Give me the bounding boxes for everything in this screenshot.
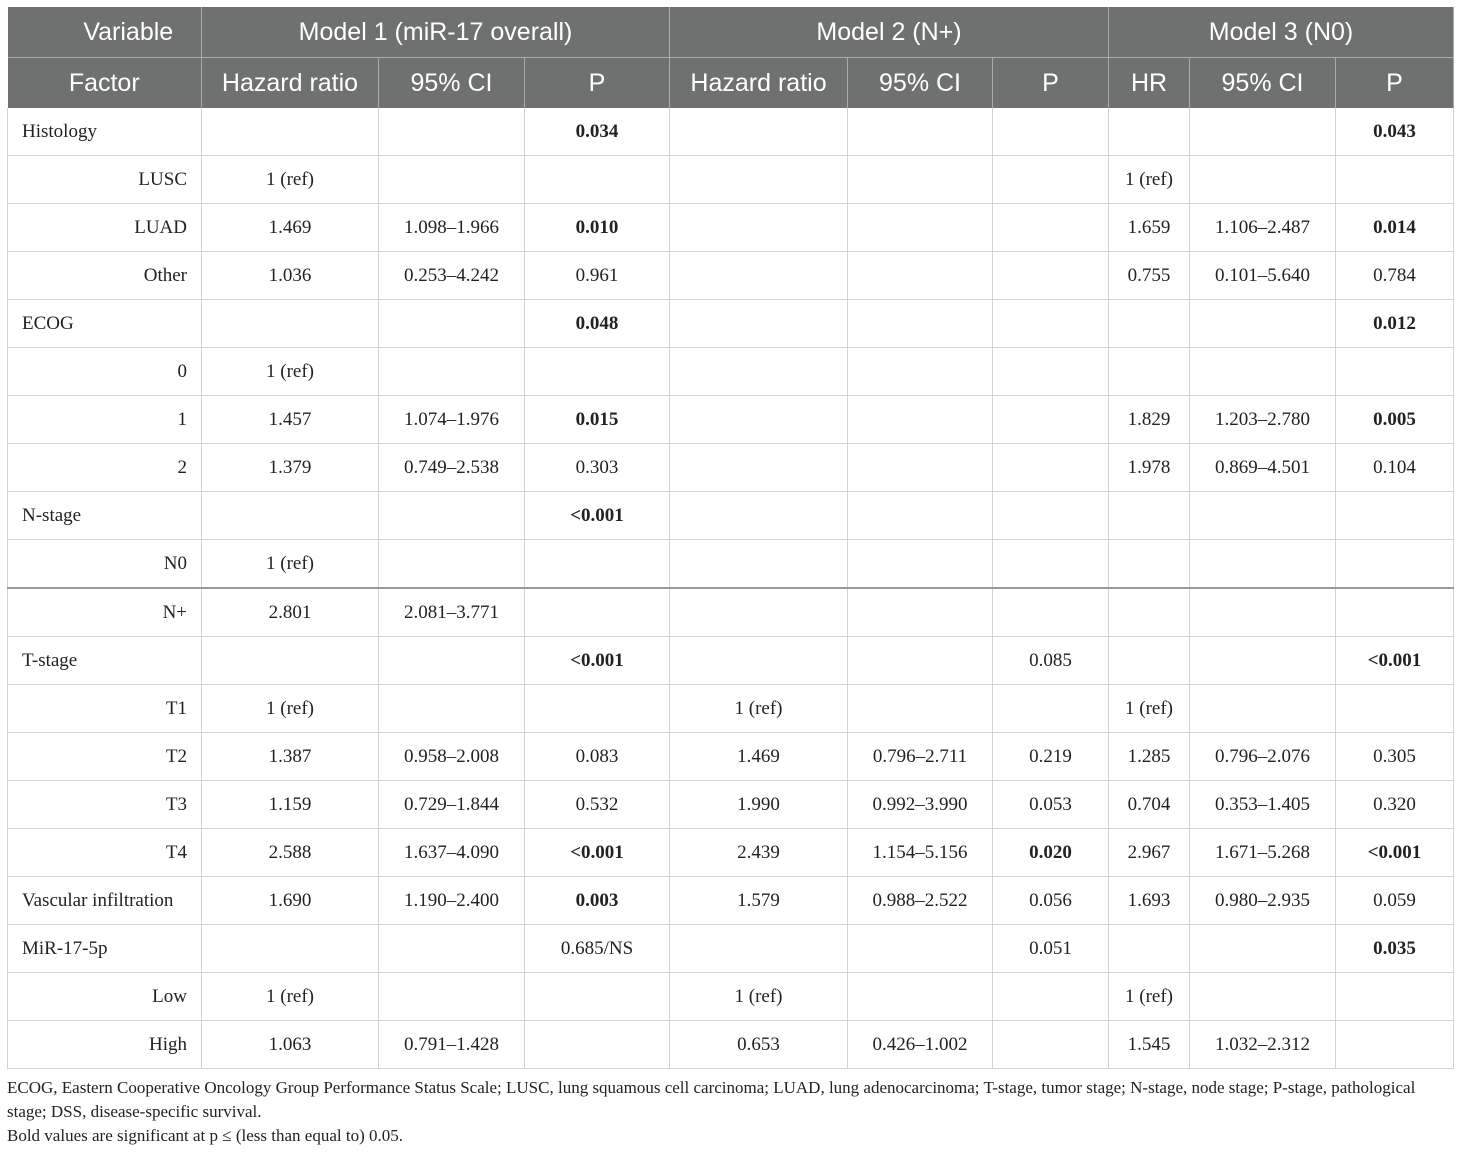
m1-p-cell: <0.001: [525, 492, 670, 540]
m3-ci-cell: [1190, 588, 1336, 637]
table-row: [8, 733, 1454, 781]
m3-ci-cell: 1.203–2.780: [1190, 396, 1336, 444]
m1-p-cell: [525, 973, 670, 1021]
m1-p-cell: 0.685/NS: [525, 925, 670, 973]
header-model-1: Model 1 (miR-17 overall): [202, 7, 670, 58]
m3-ci-cell: 0.353–1.405: [1190, 781, 1336, 829]
header-factor: Factor: [8, 58, 202, 109]
m2-p-cell: [993, 300, 1109, 348]
factor-cell: N-stage: [8, 492, 202, 540]
m2-p-cell: 0.053: [993, 781, 1109, 829]
header-row-columns: [8, 58, 1454, 109]
m1-ci-cell: [379, 492, 525, 540]
table-row: [8, 973, 1454, 1021]
table-row: [8, 492, 1454, 540]
m3-ci-cell: 1.032–2.312: [1190, 1021, 1336, 1069]
table-container: [7, 7, 1453, 1148]
m3-p-cell: [1336, 348, 1454, 396]
m2-ci-cell: [848, 300, 993, 348]
m1-p-cell: [525, 1021, 670, 1069]
m2-hr-cell: 1 (ref): [670, 973, 848, 1021]
m2-p-cell: [993, 396, 1109, 444]
table-row: [8, 444, 1454, 492]
m1-p-cell: [525, 348, 670, 396]
header-m2-hazard-ratio: Hazard ratio: [670, 58, 848, 109]
m2-hr-cell: [670, 108, 848, 156]
m2-ci-cell: [848, 348, 993, 396]
m1-p-cell: 0.010: [525, 204, 670, 252]
table-row: [8, 925, 1454, 973]
m2-ci-cell: [848, 973, 993, 1021]
m3-hr-cell: [1109, 348, 1190, 396]
table-row: [8, 1021, 1454, 1069]
m3-hr-cell: 1.659: [1109, 204, 1190, 252]
m3-hr-cell: [1109, 588, 1190, 637]
m1-ci-cell: [379, 108, 525, 156]
m2-p-cell: [993, 156, 1109, 204]
m3-ci-cell: 0.101–5.640: [1190, 252, 1336, 300]
m1-ci-cell: [379, 637, 525, 685]
m3-p-cell: [1336, 973, 1454, 1021]
m3-hr-cell: 1 (ref): [1109, 973, 1190, 1021]
factor-cell: LUSC: [8, 156, 202, 204]
m3-ci-cell: [1190, 685, 1336, 733]
m1-p-cell: [525, 156, 670, 204]
m3-ci-cell: [1190, 348, 1336, 396]
m2-p-cell: [993, 1021, 1109, 1069]
m2-hr-cell: [670, 252, 848, 300]
header-row-models: [8, 7, 1454, 58]
m1-hr-cell: [202, 492, 379, 540]
m2-p-cell: [993, 444, 1109, 492]
factor-cell: Low: [8, 973, 202, 1021]
m2-ci-cell: 0.796–2.711: [848, 733, 993, 781]
m3-p-cell: [1336, 492, 1454, 540]
m1-p-cell: [525, 685, 670, 733]
factor-cell: LUAD: [8, 204, 202, 252]
m2-p-cell: 0.020: [993, 829, 1109, 877]
factor-cell: Histology: [8, 108, 202, 156]
table-row: [8, 204, 1454, 252]
m3-p-cell: 0.104: [1336, 444, 1454, 492]
factor-cell: N0: [8, 540, 202, 589]
m2-hr-cell: 1 (ref): [670, 685, 848, 733]
m3-hr-cell: 1 (ref): [1109, 685, 1190, 733]
header-m3-ci: 95% CI: [1190, 58, 1336, 109]
m1-ci-cell: 1.637–4.090: [379, 829, 525, 877]
m3-hr-cell: [1109, 300, 1190, 348]
m3-p-cell: 0.059: [1336, 877, 1454, 925]
table-row: [8, 781, 1454, 829]
header-variable: Variable: [8, 7, 202, 58]
m2-p-cell: [993, 540, 1109, 589]
m3-p-cell: 0.012: [1336, 300, 1454, 348]
m1-hr-cell: 2.588: [202, 829, 379, 877]
m1-ci-cell: [379, 300, 525, 348]
m1-hr-cell: 1.159: [202, 781, 379, 829]
m2-p-cell: [993, 204, 1109, 252]
m3-p-cell: 0.005: [1336, 396, 1454, 444]
header-m2-ci: 95% CI: [848, 58, 993, 109]
table-body: [8, 108, 1454, 1069]
m3-hr-cell: [1109, 108, 1190, 156]
m2-ci-cell: [848, 252, 993, 300]
footnote-abbreviations: ECOG, Eastern Cooperative Oncology Group Performance Status Scale; LUSC, lung squamous cell carcinoma; LUAD, lung adenocarcinoma; T-stage, tumor stage; N-stage, node stage; P-stage, pathological stage; DSS, disease-specific survival.: [7, 1078, 1416, 1121]
m2-hr-cell: 0.653: [670, 1021, 848, 1069]
m2-ci-cell: 0.992–3.990: [848, 781, 993, 829]
table-header: [8, 7, 1454, 108]
m3-ci-cell: 1.106–2.487: [1190, 204, 1336, 252]
m1-p-cell: <0.001: [525, 829, 670, 877]
m1-ci-cell: 0.791–1.428: [379, 1021, 525, 1069]
m2-ci-cell: [848, 444, 993, 492]
m1-ci-cell: 0.958–2.008: [379, 733, 525, 781]
header-m3-hr: HR: [1109, 58, 1190, 109]
m1-hr-cell: [202, 925, 379, 973]
factor-cell: Vascular infiltration: [8, 877, 202, 925]
m2-ci-cell: 1.154–5.156: [848, 829, 993, 877]
m1-p-cell: 0.532: [525, 781, 670, 829]
table-row: [8, 156, 1454, 204]
m2-hr-cell: [670, 540, 848, 589]
m3-hr-cell: [1109, 540, 1190, 589]
m2-hr-cell: 1.579: [670, 877, 848, 925]
m2-p-cell: 0.051: [993, 925, 1109, 973]
m1-hr-cell: 1 (ref): [202, 685, 379, 733]
m1-hr-cell: 1.690: [202, 877, 379, 925]
factor-cell: 1: [8, 396, 202, 444]
table-row: [8, 252, 1454, 300]
m1-ci-cell: 0.729–1.844: [379, 781, 525, 829]
m1-hr-cell: 1.457: [202, 396, 379, 444]
m2-ci-cell: [848, 925, 993, 973]
m3-ci-cell: [1190, 925, 1336, 973]
m3-p-cell: <0.001: [1336, 829, 1454, 877]
m2-hr-cell: 2.439: [670, 829, 848, 877]
m3-hr-cell: 1.978: [1109, 444, 1190, 492]
m2-ci-cell: [848, 156, 993, 204]
m3-p-cell: [1336, 156, 1454, 204]
m3-p-cell: [1336, 1021, 1454, 1069]
m2-p-cell: 0.056: [993, 877, 1109, 925]
m2-ci-cell: [848, 396, 993, 444]
header-model-2: Model 2 (N+): [670, 7, 1109, 58]
m2-hr-cell: [670, 300, 848, 348]
m1-hr-cell: [202, 637, 379, 685]
m1-p-cell: 0.083: [525, 733, 670, 781]
m1-hr-cell: [202, 300, 379, 348]
m2-p-cell: [993, 492, 1109, 540]
factor-cell: T3: [8, 781, 202, 829]
m3-ci-cell: 0.869–4.501: [1190, 444, 1336, 492]
m1-ci-cell: [379, 540, 525, 589]
header-model-3: Model 3 (N0): [1109, 7, 1454, 58]
factor-cell: High: [8, 1021, 202, 1069]
table-row: [8, 540, 1454, 589]
m1-hr-cell: [202, 108, 379, 156]
m1-p-cell: 0.961: [525, 252, 670, 300]
factor-cell: ECOG: [8, 300, 202, 348]
factor-cell: 0: [8, 348, 202, 396]
m2-hr-cell: [670, 637, 848, 685]
m2-p-cell: [993, 588, 1109, 637]
table-row: [8, 396, 1454, 444]
m3-p-cell: [1336, 588, 1454, 637]
table-row: [8, 108, 1454, 156]
m1-hr-cell: 1 (ref): [202, 540, 379, 589]
m1-hr-cell: 1 (ref): [202, 156, 379, 204]
m1-hr-cell: 1.063: [202, 1021, 379, 1069]
m3-p-cell: <0.001: [1336, 637, 1454, 685]
m1-ci-cell: 1.074–1.976: [379, 396, 525, 444]
m3-ci-cell: 1.671–5.268: [1190, 829, 1336, 877]
m2-hr-cell: [670, 348, 848, 396]
factor-cell: MiR-17-5p: [8, 925, 202, 973]
m3-p-cell: 0.784: [1336, 252, 1454, 300]
m2-hr-cell: [670, 396, 848, 444]
header-m2-p: P: [993, 58, 1109, 109]
m3-p-cell: 0.014: [1336, 204, 1454, 252]
m1-p-cell: 0.303: [525, 444, 670, 492]
m1-ci-cell: [379, 685, 525, 733]
m3-p-cell: 0.305: [1336, 733, 1454, 781]
m2-ci-cell: 0.426–1.002: [848, 1021, 993, 1069]
m2-hr-cell: [670, 925, 848, 973]
table-row: [8, 300, 1454, 348]
m3-hr-cell: 2.967: [1109, 829, 1190, 877]
m2-ci-cell: [848, 685, 993, 733]
m2-ci-cell: [848, 204, 993, 252]
m2-ci-cell: 0.988–2.522: [848, 877, 993, 925]
table-row: [8, 637, 1454, 685]
table-row: [8, 588, 1454, 637]
m1-p-cell: 0.048: [525, 300, 670, 348]
m2-hr-cell: 1.990: [670, 781, 848, 829]
factor-cell: N+: [8, 588, 202, 637]
m2-hr-cell: [670, 204, 848, 252]
table-row: [8, 685, 1454, 733]
m3-ci-cell: [1190, 492, 1336, 540]
m3-ci-cell: [1190, 156, 1336, 204]
m1-p-cell: 0.034: [525, 108, 670, 156]
factor-cell: T2: [8, 733, 202, 781]
m3-hr-cell: 1.693: [1109, 877, 1190, 925]
hazard-ratio-table: [7, 7, 1454, 1069]
m3-hr-cell: [1109, 492, 1190, 540]
header-m3-p: P: [1336, 58, 1454, 109]
factor-cell: T-stage: [8, 637, 202, 685]
m1-p-cell: 0.003: [525, 877, 670, 925]
m3-p-cell: 0.035: [1336, 925, 1454, 973]
m2-p-cell: [993, 108, 1109, 156]
m2-hr-cell: [670, 156, 848, 204]
m3-hr-cell: 1.829: [1109, 396, 1190, 444]
m3-p-cell: [1336, 685, 1454, 733]
m1-ci-cell: 0.749–2.538: [379, 444, 525, 492]
footnote-bold-note: Bold values are significant at p ≤ (less than equal to) 0.05.: [7, 1126, 403, 1145]
m1-p-cell: [525, 588, 670, 637]
m2-p-cell: [993, 252, 1109, 300]
m1-hr-cell: 1.469: [202, 204, 379, 252]
m3-p-cell: 0.043: [1336, 108, 1454, 156]
factor-cell: T4: [8, 829, 202, 877]
m2-hr-cell: [670, 588, 848, 637]
m2-p-cell: [993, 348, 1109, 396]
m1-p-cell: 0.015: [525, 396, 670, 444]
m2-ci-cell: [848, 108, 993, 156]
table-row: [8, 877, 1454, 925]
header-m1-hazard-ratio: Hazard ratio: [202, 58, 379, 109]
m3-p-cell: 0.320: [1336, 781, 1454, 829]
m1-hr-cell: 1 (ref): [202, 348, 379, 396]
m3-hr-cell: [1109, 925, 1190, 973]
m3-hr-cell: 0.704: [1109, 781, 1190, 829]
m2-ci-cell: [848, 588, 993, 637]
m1-hr-cell: 1 (ref): [202, 973, 379, 1021]
m2-p-cell: 0.219: [993, 733, 1109, 781]
m3-p-cell: [1336, 540, 1454, 589]
m1-ci-cell: 2.081–3.771: [379, 588, 525, 637]
m1-hr-cell: 1.379: [202, 444, 379, 492]
header-m1-p: P: [525, 58, 670, 109]
m1-ci-cell: [379, 973, 525, 1021]
factor-cell: T1: [8, 685, 202, 733]
m3-ci-cell: 0.980–2.935: [1190, 877, 1336, 925]
m3-ci-cell: [1190, 300, 1336, 348]
m3-ci-cell: [1190, 108, 1336, 156]
m3-hr-cell: 1.545: [1109, 1021, 1190, 1069]
table-row: [8, 829, 1454, 877]
factor-cell: Other: [8, 252, 202, 300]
m1-hr-cell: 2.801: [202, 588, 379, 637]
m1-ci-cell: 0.253–4.242: [379, 252, 525, 300]
table-footnote: [7, 1076, 1453, 1148]
m2-hr-cell: 1.469: [670, 733, 848, 781]
m1-ci-cell: 1.190–2.400: [379, 877, 525, 925]
m3-hr-cell: [1109, 637, 1190, 685]
m3-ci-cell: [1190, 637, 1336, 685]
m2-ci-cell: [848, 540, 993, 589]
m2-p-cell: [993, 973, 1109, 1021]
m2-p-cell: [993, 685, 1109, 733]
header-m1-ci: 95% CI: [379, 58, 525, 109]
m1-ci-cell: [379, 925, 525, 973]
m1-ci-cell: [379, 156, 525, 204]
m3-ci-cell: [1190, 973, 1336, 1021]
m3-hr-cell: 1 (ref): [1109, 156, 1190, 204]
m2-hr-cell: [670, 444, 848, 492]
m3-hr-cell: 0.755: [1109, 252, 1190, 300]
table-row: [8, 348, 1454, 396]
m3-ci-cell: 0.796–2.076: [1190, 733, 1336, 781]
m1-hr-cell: 1.387: [202, 733, 379, 781]
m1-p-cell: <0.001: [525, 637, 670, 685]
m1-p-cell: [525, 540, 670, 589]
m2-hr-cell: [670, 492, 848, 540]
m2-ci-cell: [848, 492, 993, 540]
m3-hr-cell: 1.285: [1109, 733, 1190, 781]
m2-ci-cell: [848, 637, 993, 685]
m2-p-cell: 0.085: [993, 637, 1109, 685]
factor-cell: 2: [8, 444, 202, 492]
m1-ci-cell: 1.098–1.966: [379, 204, 525, 252]
m1-ci-cell: [379, 348, 525, 396]
m3-ci-cell: [1190, 540, 1336, 589]
m1-hr-cell: 1.036: [202, 252, 379, 300]
